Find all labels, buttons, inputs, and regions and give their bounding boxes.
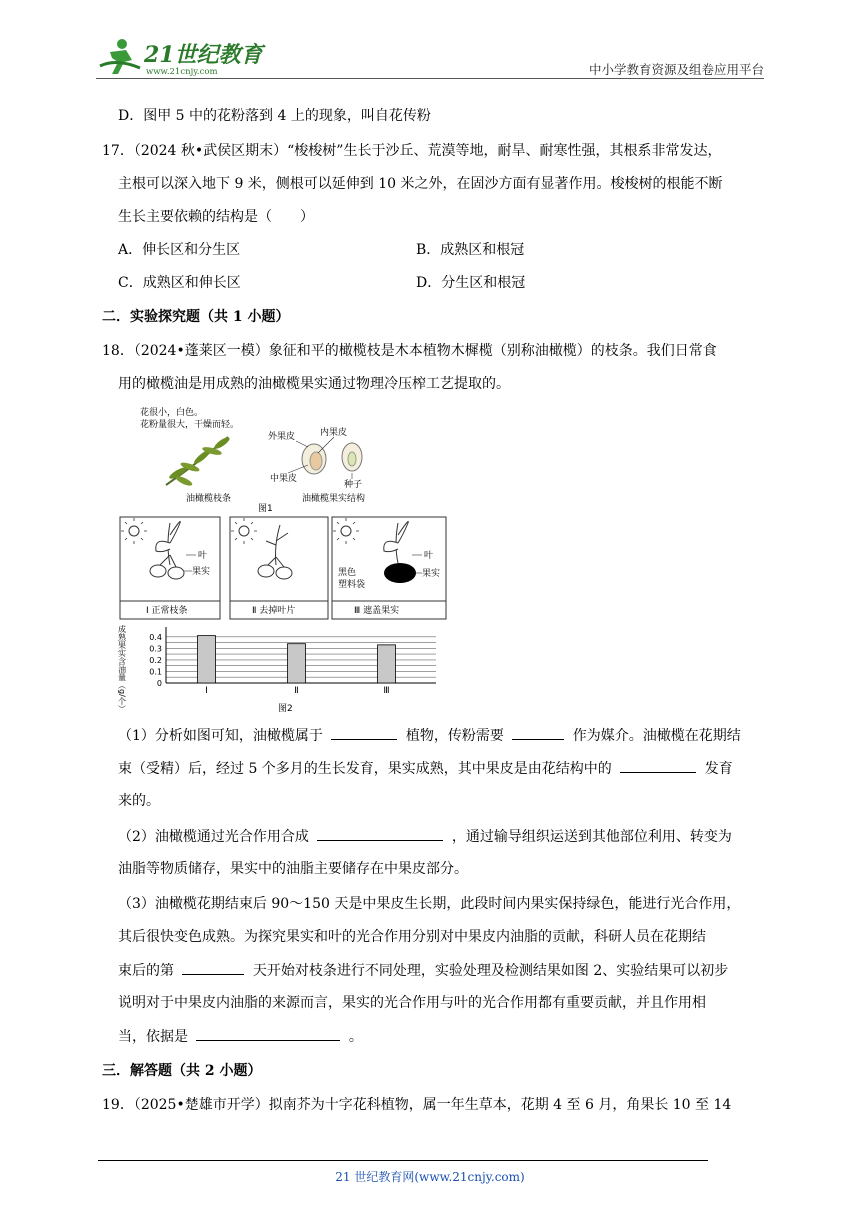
sub-q2-text-b: ，通过输导组织运送到其他部位利用、转变为: [451, 829, 732, 845]
chart-y-tick-label: 0: [156, 679, 162, 688]
sub-q3-line-3: [118, 960, 728, 981]
fig2-label: 图2: [278, 704, 293, 714]
olive-branch-icon: [166, 435, 231, 487]
sub-q3-text-5b: 。: [348, 1029, 363, 1045]
q17-stem-3: 生长主要依赖的结构是（ ）: [118, 209, 314, 225]
chart-x-tick-label: Ⅱ: [294, 686, 299, 696]
plastic-bag-label: 塑料袋: [338, 580, 366, 590]
sub-q1-text-c: 作为媒介。油橄榄在花期结: [572, 728, 741, 744]
answer-blank-evidence[interactable]: [196, 1026, 340, 1041]
logo-main-text: 21世纪教育: [144, 42, 263, 68]
q17-option-a: A．伸长区和分生区: [118, 242, 241, 258]
q17-option-c: C．成熟区和伸长区: [118, 275, 241, 291]
oil-content-chart: [118, 624, 436, 713]
sub-q1-text-a: （1）分析如图可知，油橄榄属于: [118, 728, 323, 744]
outer-peel-label: 外果皮: [268, 432, 296, 442]
sub-q1-line-1: [118, 725, 741, 746]
q17-stem-1: 17．（2024 秋•武侯区期末）“梭梭树”生长于沙丘、荒漠等地，耐旱、耐寒性强，其根系非常发达，: [102, 143, 722, 159]
q17-option-d: D．分生区和根冠: [416, 275, 526, 291]
q18-stem-1: 18．（2024•蓬莱区一模）象征和平的橄榄枝是木本植物木樨榄（别称油橄榄）的枝条。我们日常食: [102, 343, 717, 359]
black-bag-icon: [384, 563, 416, 583]
fig1-label: 图1: [258, 504, 273, 514]
answer-blank-plant-type[interactable]: [331, 725, 397, 740]
sub-q3-text-3a: 束后的第: [118, 963, 174, 979]
chart-y-tick-label: 0.2: [149, 655, 162, 665]
sub-q1-text-2b: 发育: [704, 761, 733, 777]
sub-q2-text-a: （2）油橄榄通过光合作用合成: [118, 829, 309, 845]
fruit-label-3: 果实: [422, 569, 441, 579]
answer-blank-day[interactable]: [182, 960, 244, 975]
sub-q1-text-b: 植物，传粉需要: [405, 728, 504, 744]
branch-caption: 油橄榄枝条: [186, 494, 232, 504]
section-3-heading: 三．解答题（共 2 小题）: [102, 1063, 262, 1079]
chart-bar: [288, 644, 306, 683]
sub-q1-text-2a: 束（受精）后，经过 5 个多月的生长发育，果实成熟，其中果皮是由花结构中的: [118, 761, 612, 777]
experiment-figure: [118, 405, 448, 715]
q17-stem-2: 主根可以深入地下 9 米，侧根可以延伸到 10 米之外，在固沙方面有显著作用。梭梭树的根能不断: [118, 176, 723, 192]
fig1-note-1: 花很小，白色。: [140, 408, 204, 418]
panel-2-caption: Ⅱ 去掉叶片: [252, 606, 296, 616]
olive-fruit-structure-icon: [288, 437, 362, 479]
sub-q3-line-2: 其后很快变色成熟。为探究果实和叶的光合作用分别对中果皮内油脂的贡献，科研人员在花期结: [118, 929, 706, 945]
chart-bar: [378, 645, 396, 683]
sub-q3-line-4: 说明对于中果皮内油脂的来源而言，果实的光合作用与叶的光合作用都有重要贡献，并且作用相: [118, 995, 706, 1011]
q17-option-b: B．成熟区和根冠: [416, 242, 525, 258]
sub-q1-line-3: 来的。: [118, 793, 160, 809]
chart-y-tick-label: 0.4: [149, 632, 162, 642]
fig1-note-2: 花粉量很大，干燥而轻。: [140, 420, 240, 430]
panel-leaves-removed: [230, 517, 328, 619]
platform-label: 中小学教育资源及组卷应用平台: [588, 62, 764, 77]
answer-blank-flower-structure[interactable]: [620, 758, 696, 773]
black-bag-label: 黑色: [338, 568, 357, 578]
middle-peel-label: 中果皮: [270, 474, 298, 484]
panel-3-caption: Ⅲ 遮盖果实: [354, 606, 400, 616]
chart-bar: [198, 636, 216, 683]
fruit-caption: 油橄榄果实结构: [302, 494, 366, 504]
panel-normal-branch: [120, 517, 220, 619]
footer-link[interactable]: 21 世纪教育网(www.21cnjy.com): [335, 1170, 525, 1184]
panel-fruit-covered: [332, 517, 446, 619]
site-logo: [96, 36, 266, 78]
chart-y-tick-label: 0.1: [149, 667, 162, 677]
sub-q2-line-1: [118, 826, 732, 847]
q18-stem-2: 用的橄榄油是用成熟的油橄榄果实通过物理冷压榨工艺提取的。: [118, 376, 510, 392]
answer-blank-product[interactable]: [317, 826, 443, 841]
header-divider: [96, 78, 764, 79]
sub-q1-line-2: [118, 758, 733, 779]
sub-q3-line-1: （3）油橄榄花期结束后 90～150 天是中果皮生长期，此段时间内果实保持绿色，能进行光合作用，: [118, 896, 741, 912]
panel-1-caption: Ⅰ 正常枝条: [146, 606, 188, 616]
sub-q2-line-2: 油脂等物质储存，果实中的油脂主要储存在中果皮部分。: [118, 861, 468, 877]
sub-q3-text-5a: 当，依据是: [118, 1029, 188, 1045]
leaf-label: 叶: [198, 551, 208, 561]
section-2-heading: 二．实验探究题（共 1 小题）: [102, 309, 290, 325]
footer-divider: [98, 1160, 708, 1161]
chart-ylabel: 成熟果实含油量（g/个）: [118, 625, 127, 713]
chart-x-tick-label: Ⅲ: [383, 686, 390, 696]
inner-peel-label: 内果皮: [320, 428, 348, 438]
leaf-label-3: 叶: [424, 551, 434, 561]
q16-option-d: D．图甲 5 中的花粉落到 4 上的现象，叫自花传粉: [118, 108, 431, 124]
runner-logo-icon: [96, 36, 266, 78]
chart-x-tick-label: Ⅰ: [205, 686, 208, 696]
logo-sub-text: www.21cnjy.com: [146, 67, 218, 77]
fruit-label: 果实: [192, 567, 211, 577]
sub-q3-text-3b: 天开始对枝条进行不同处理，实验处理及检测结果如图 2、实验结果可以初步: [252, 963, 729, 979]
sub-q3-line-5: [118, 1026, 363, 1047]
answer-blank-pollination-medium[interactable]: [512, 725, 564, 740]
seed-label: 种子: [344, 480, 363, 490]
chart-y-tick-label: 0.3: [149, 644, 162, 654]
q19-stem-1: 19．（2025•楚雄市开学）拟南芥为十字花科植物，属一年生草本，花期 4 至 6 月，角果长 10 至 14: [102, 1097, 732, 1113]
